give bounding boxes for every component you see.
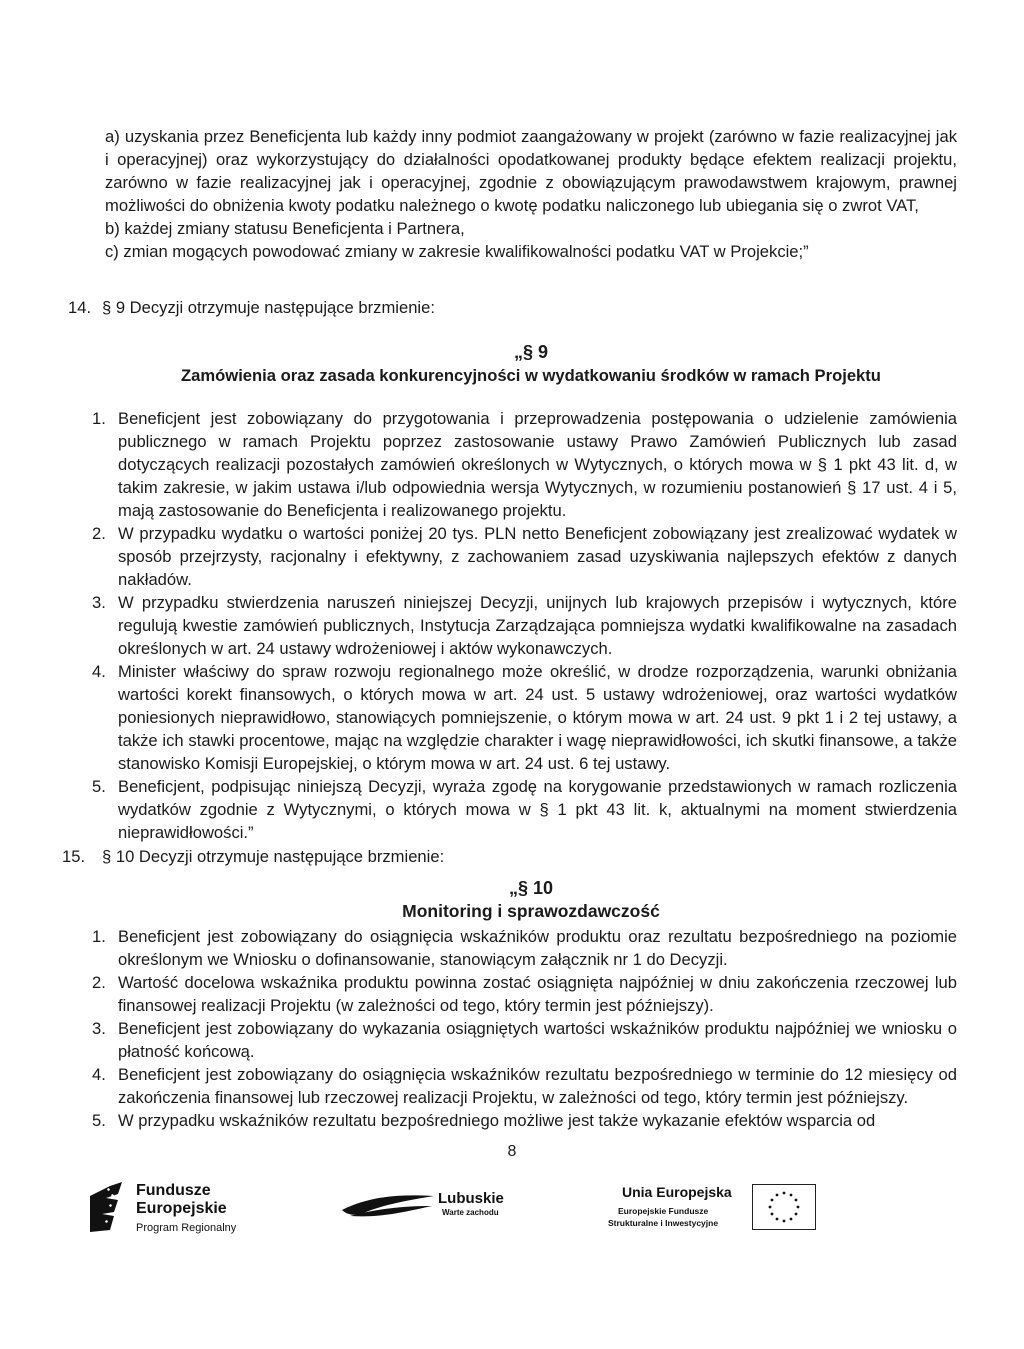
fe-line2: Europejskie — [136, 1200, 227, 1217]
vat-conditions-list — [105, 125, 957, 263]
item-number: 4. — [92, 662, 106, 681]
item-text: Minister właściwy do spraw rozwoju regionalnego może określić, w drodze rozporządzenia, warunki obniżania wartości korekt finansowych, o których mowa w art. 24 ust. 5 ustawy wdrożeniowej, oraz wartości wydatków poniesionych nieprawidłowo, stanowiących pomniejszenie, o którym mowa w art. 24 ust. 9 pkt 1 i 2 tej ustawy, a także ich stawki procentowe, mając na względzie charakter i wagę nieprawidłowości, ich skutki finansowe, a także stanowisko Komisji Europejskiej, o którym mowa w art. 24 ust. 6 tej ustawy. — [118, 662, 957, 773]
item-text: Beneficjent jest zobowiązany do osiągnięcia wskaźników rezultatu bezpośredniego w terminie do 12 miesięcy od zakończenia finansowej lub rzeczowej realizacji Projektu, w zależności od tego, który termin jest późniejszy. — [118, 1065, 957, 1107]
amendment-14 — [68, 296, 435, 319]
amendment-number: 14. — [68, 298, 92, 317]
eu-subtitle-2: Strukturalne i Inwestycyjne — [608, 1218, 719, 1228]
item-text: Beneficjent jest zobowiązany do wykazania osiągniętych wartości wskaźników produktu najpóźniej we wniosku o płatność końcową. — [118, 1019, 957, 1061]
section-10-list — [72, 925, 957, 1132]
amendment-15-line — [62, 845, 444, 868]
item-text: Wartość docelowa wskaźnika produktu powinna zostać osiągnięta najpóźniej w dniu zakończenia rzeczowej lub finansowej realizacji Projektu (w zależności od tego, który termin jest późniejszy). — [118, 973, 957, 1015]
fe-subtitle: Program Regionalny — [136, 1222, 237, 1234]
list-item: c) zmian mogących powodować zmiany w zakresie kwalifikowalności podatku VAT w Projekcie;” — [105, 242, 809, 261]
lubuskie-logo — [340, 1188, 530, 1228]
item-number: 1. — [92, 927, 106, 946]
lubuskie-title: Lubuskie — [438, 1190, 504, 1207]
fundusze-europejskie-logo — [88, 1180, 268, 1240]
lubuskie-subtitle: Warte zachodu — [442, 1208, 499, 1217]
item-number: 3. — [92, 1019, 106, 1038]
item-text: Beneficjent jest zobowiązany do przygotowania i przeprowadzenia postępowania o udzielenie zamówienia publicznego w ramach Projektu poprzez zastosowanie ustawy Prawo Zamówień Publicznych lub zasad dotyczących realizacji pozostałych zamówień określonych w Wytycznych, o których mowa w § 1 pkt 43 lit. d, w takim zakresie, w jakim ustawa i/lub odpowiednia wersja Wytycznych, w rozumieniu postanowień § 17 ust. 4 i 5, mają zastosowanie do Beneficjenta i realizowanego projektu. — [118, 409, 957, 520]
list-item — [72, 1063, 957, 1109]
item-number: 5. — [92, 777, 106, 796]
page-number: 8 — [507, 1143, 517, 1160]
list-item — [72, 591, 957, 660]
eu-stars-icon — [753, 1185, 815, 1229]
item-text: Beneficjent jest zobowiązany do osiągnięcia wskaźników produktu oraz rezultatu bezpośredniego na poziomie określonym we Wniosku o dofinansowanie, stanowiącym załącznik nr 1 do Decyzji. — [118, 927, 957, 969]
item-text: Beneficjent, podpisując niniejszą Decyzji, wyraża zgodę na korygowanie przedstawionych w ramach rozliczenia wydatków zgodnie z Wytycznymi, o których mowa w § 1 pkt 43 lit. k, aktualnymi na moment stwierdzenia nieprawidłowości.” — [118, 777, 957, 842]
list-item: a) uzyskania przez Beneficjenta lub każdy inny podmiot zaangażowany w projekt (zarówno w fazie realizacyjnej jak i operacyjnej) oraz wykorzystujący do działalności opodatkowanej produkty będące efektem realizacji projektu, zarówno w fazie realizacyjnej jak i operacyjnej, zgodnie z obowiązującym prawodawstwem krajowym, prawnej możliwości do obniżenia kwoty podatku należnego o kwotę podatku naliczonego lub ubiegania się o zwrot VAT, — [105, 127, 957, 215]
list-item: b) każdej zmiany statusu Beneficjenta i Partnera, — [105, 219, 465, 238]
fe-line1: Fundusze — [136, 1182, 211, 1199]
item-text: W przypadku stwierdzenia naruszeń niniejszej Decyzji, unijnych lub krajowych przepisów i wytycznych, które regulują kwestie zamówień publicznych, Instytucja Zarządzająca pomniejsza wydatki kwalifikowalne na zasadach określonych w art. 24 ustawy wdrożeniowej i aktów wykonawczych. — [118, 593, 957, 658]
section-10-title: Monitoring i sprawozdawczość — [402, 901, 660, 921]
amendment-number: 15. — [62, 847, 86, 866]
fundusze-flag-icon — [88, 1182, 124, 1232]
item-text: W przypadku wydatku o wartości poniżej 20 tys. PLN netto Beneficjent zobowiązany jest zrealizować wydatek w sposób przejrzysty, racjonalny i efektywny, z zachowaniem zasad uzyskiwania najlepszych efektów z danych nakładów. — [118, 524, 957, 589]
list-item — [72, 775, 957, 844]
list-item — [72, 407, 957, 522]
item-number: 4. — [92, 1065, 106, 1084]
section-10-mark: „§ 10 — [508, 878, 554, 898]
item-text: W przypadku wskaźników rezultatu bezpośredniego możliwe jest także wykazanie efektów wsparcia od — [118, 1111, 876, 1130]
list-item — [72, 971, 957, 1017]
list-item — [72, 1109, 957, 1132]
unia-europejska-logo — [608, 1182, 823, 1242]
lubuskie-swoosh-icon — [340, 1192, 436, 1220]
item-number: 1. — [92, 409, 106, 428]
footer-logos — [0, 1178, 1024, 1248]
eu-title: Unia Europejska — [622, 1184, 732, 1200]
amendment-text: § 10 Decyzji otrzymuje następujące brzmienie: — [102, 847, 445, 866]
amendment-text: § 9 Decyzji otrzymuje następujące brzmienie: — [102, 298, 435, 317]
eu-flag-icon — [752, 1184, 816, 1230]
item-number: 2. — [92, 524, 106, 543]
section-9-mark: „§ 9 — [513, 342, 549, 362]
item-number: 5. — [92, 1111, 106, 1130]
list-item — [72, 925, 957, 971]
eu-subtitle-1: Europejskie Fundusze — [618, 1206, 709, 1216]
item-number: 3. — [92, 593, 106, 612]
list-item — [72, 660, 957, 775]
item-number: 2. — [92, 973, 106, 992]
list-item — [72, 1017, 957, 1063]
section-9-title: Zamówienia oraz zasada konkurencyjności w wydatkowaniu środków w ramach Projektu — [181, 366, 881, 385]
list-item — [72, 522, 957, 591]
section-9-list — [72, 407, 957, 844]
fe-name — [136, 1182, 227, 1218]
